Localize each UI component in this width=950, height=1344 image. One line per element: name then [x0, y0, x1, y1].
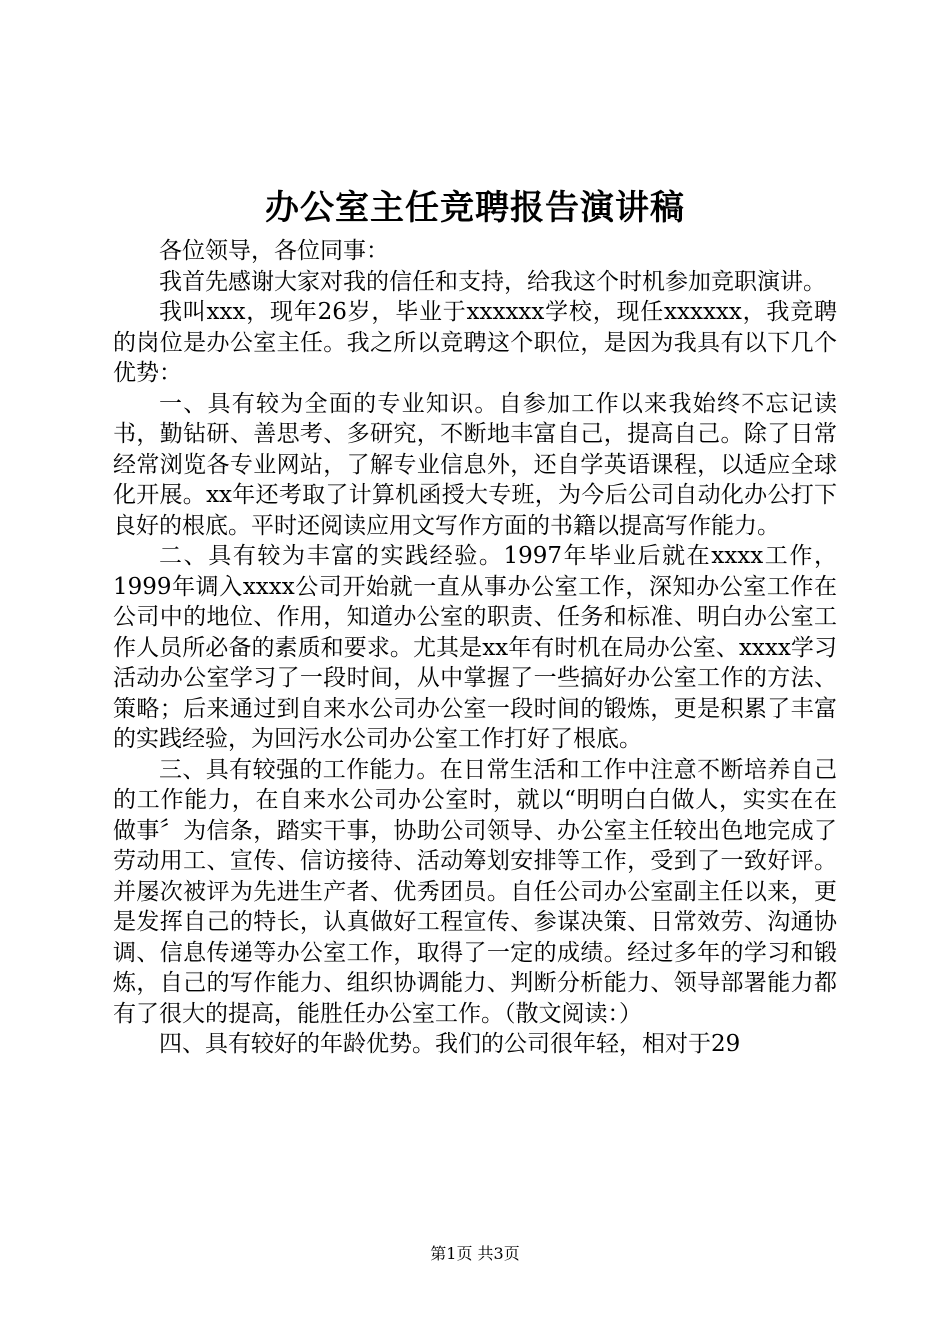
- advantage-3-paragraph: 三、具有较强的工作能力。在日常生活和工作中注意不断培养自己的工作能力，在自来水公司办公室时，就以“明明白白做人，实实在在做事〞为信条，踏实干事，协助公司领导、办公室主任较出色地完成了劳动用工、宣传、信访接待、活动筹划安排等工作，受到了一致好评。并屡次被评为先进生产者、优秀团员。自任公司办公室副主任以来，更是发挥自己的特长，认真做好工程宣传、参谋决策、日常效劳、沟通协调、信息传递等办公室工作，取得了一定的成绩。经过多年的学习和锻炼，自己的写作能力、组织协调能力、判断分析能力、领导部署能力都有了很大的提高，能胜任办公室工作。（散文阅读：）: [113, 756, 837, 1027]
- salutation-paragraph: 各位领导，各位同事：: [159, 238, 389, 264]
- thanks-paragraph: 我首先感谢大家对我的信任和支持，给我这个时机参加竞职演讲。: [159, 268, 826, 295]
- advantage-2-paragraph: 二、具有较为丰富的实践经验。1997年毕业后就在xxxx工作，1999年调入xxxx公司开始就一直从事办公室工作，深知办公室工作在公司中的地位、作用，知道办公室的职责、任务和标准、明白办公室工作人员所必备的素质和要求。尤其是xx年有时机在局办公室、xxxx学习活动办公室学习了一段时间，从中掌握了一些搞好办公室工作的方法、策略；后来通过到自来水公司办公室一段时间的锻炼，更是积累了丰富的实践经验，为回污水公司办公室工作打好了根底。: [113, 543, 837, 752]
- document-body: [113, 236, 837, 1060]
- page-indicator: 第1页 共3页: [430, 1244, 520, 1263]
- document-title: 办公室主任竞聘报告演讲稿: [265, 188, 685, 228]
- advantage-4-paragraph: 四、具有较好的年龄优势。我们的公司很年轻，相对于29: [159, 1031, 741, 1057]
- introduction-paragraph: 我叫xxx，现年26岁，毕业于xxxxxx学校，现任xxxxxx，我竞聘的岗位是办公室主任。我之所以竞聘这个职位，是因为我具有以下几个优势：: [113, 299, 837, 386]
- advantage-1-paragraph: 一、具有较为全面的专业知识。自参加工作以来我始终不忘记读书，勤钻研、善思考、多研究，不断地丰富自己，提高自己。除了日常经常浏览各专业网站，了解专业信息外，还自学英语课程，以适应全球化开展。xx年还考取了计算机函授大专班，为今后公司自动化办公打下良好的根底。平时还阅读应用文写作方面的书籍以提高写作能力。: [113, 390, 837, 539]
